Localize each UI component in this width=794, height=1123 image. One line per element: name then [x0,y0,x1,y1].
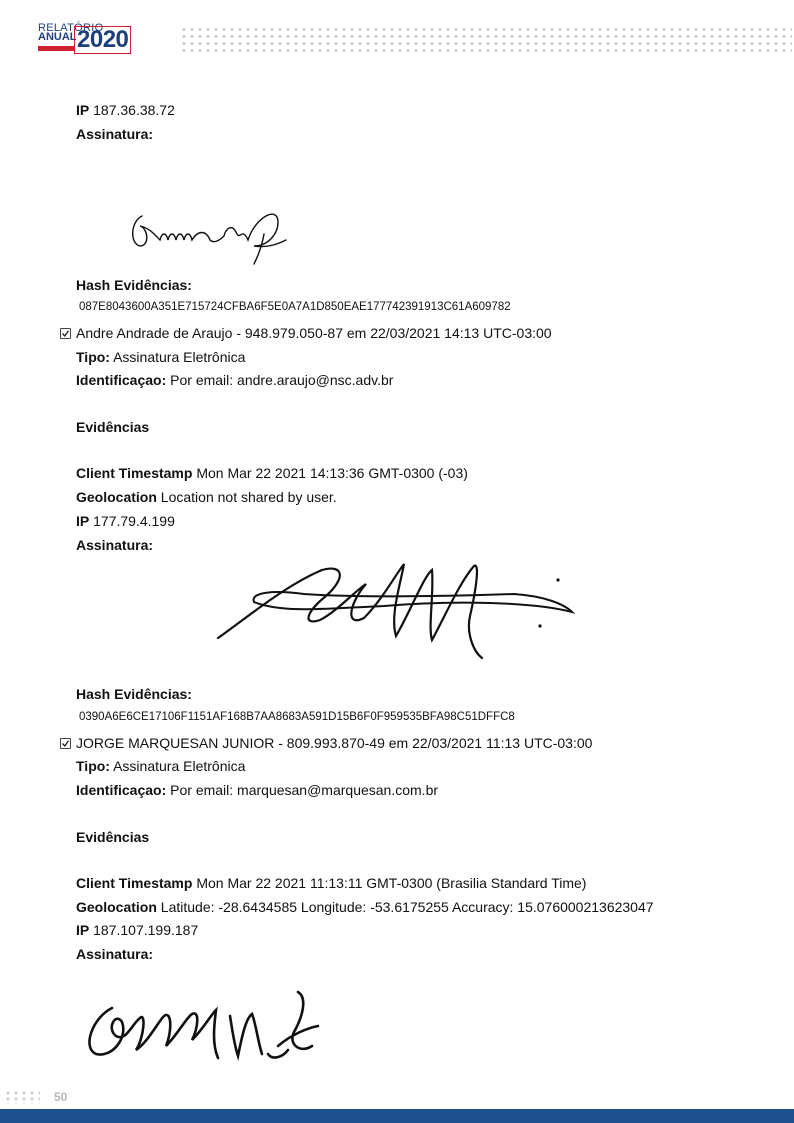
evidencias-heading: Evidências [76,829,150,845]
hash-value: 0390A6E6CE17106F1151AF168B7AA8683A591D15B6F0F959535BFA98C51DFFC8 [79,711,515,723]
ip-value: 177.79.4.199 [93,513,175,529]
footer-bar [0,1109,794,1123]
timestamp-row [76,465,468,482]
signature-image-3 [82,988,332,1068]
header-dot-pattern [180,26,792,54]
ip-row [76,102,175,119]
geolocation-row [76,489,337,506]
timestamp-label: Client Timestamp [76,875,193,891]
signer-title: Andre Andrade de Araujo - 948.979.050-87 em 22/03/2021 14:13 UTC-03:00 [76,325,552,341]
signer-row-jorge [76,735,592,752]
hash-label: Hash Evidências: [76,686,192,702]
logo-line1: RELATÓRIO [38,22,104,34]
ip-value: 187.107.199.187 [93,922,199,938]
geolocation-row [76,899,654,916]
ip-value: 187.36.38.72 [93,102,175,118]
ip-row [76,513,175,530]
report-logo [36,22,136,58]
identification-row [76,372,393,389]
timestamp-value: Mon Mar 22 2021 11:13:11 GMT-0300 (Brasilia Standard Time) [196,875,587,891]
identification-value: Por email: andre.araujo@nsc.adv.br [170,372,394,388]
tipo-value: Assinatura Eletrônica [113,758,246,774]
geolocation-label: Geolocation [76,489,157,505]
signature-image-1 [128,206,298,266]
hash-value: 087E8043600A351E715724CFBA6F5E0A7A1D850EAE177742391913C61A609782 [79,301,511,313]
geolocation-value: Location not shared by user. [160,489,337,505]
geolocation-value: Latitude: -28.6434585 Longitude: -53.6175255 Accuracy: 15.076000213623047 [160,899,654,915]
footer-dot-pattern [4,1090,40,1104]
tipo-label: Tipo: [76,349,110,365]
ip-label: IP [76,102,90,118]
identification-label: Identificaçao: [76,782,167,798]
ip-row [76,922,198,939]
logo-year: 2020 [74,26,131,54]
identification-row [76,782,438,799]
logo-line2: ANUAL [38,31,77,43]
geolocation-label: Geolocation [76,899,157,915]
signer-title: JORGE MARQUESAN JUNIOR - 809.993.870-49 em 22/03/2021 11:13 UTC-03:00 [76,735,593,751]
identification-value: Por email: marquesan@marquesan.com.br [170,782,439,798]
timestamp-row [76,875,586,892]
tipo-row [76,349,245,366]
signature-image-2 [214,556,584,666]
page-number: 50 [54,1090,68,1104]
checked-checkbox-icon [60,738,71,749]
identification-label: Identificaçao: [76,372,167,388]
tipo-row [76,758,245,775]
logo-red-bar [38,46,74,51]
signature-label: Assinatura: [76,126,154,142]
signer-row-andre [76,325,552,342]
timestamp-label: Client Timestamp [76,465,193,481]
signature-label: Assinatura: [76,946,154,962]
signature-label: Assinatura: [76,537,154,553]
ip-label: IP [76,922,90,938]
evidencias-heading: Evidências [76,419,150,435]
checked-checkbox-icon [60,328,71,339]
ip-label: IP [76,513,90,529]
hash-label: Hash Evidências: [76,277,192,293]
tipo-label: Tipo: [76,758,110,774]
timestamp-value: Mon Mar 22 2021 14:13:36 GMT-0300 (-03) [196,465,468,481]
tipo-value: Assinatura Eletrônica [113,349,246,365]
